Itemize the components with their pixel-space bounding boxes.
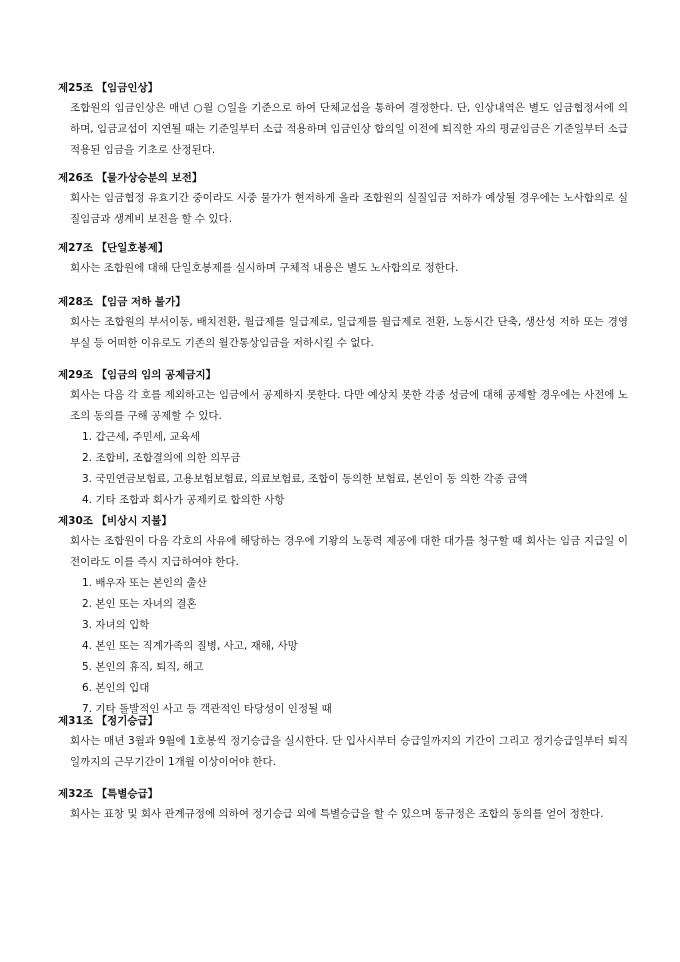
list-item: 7. 기타 돌발적인 사고 등 객관적인 타당성이 인정될 때 xyxy=(82,703,332,715)
article-heading: 제25조 【임금인상】 xyxy=(58,82,159,94)
article-body: 조합원의 임금인상은 매년 ○월 ○일을 기준으로 하여 단체교섭을 통하여 결정한다. 단, 인상내역은 별도 임금협정서에 의하며, 임금교섭이 지연될 때는 기준일부터 소급 적용하며 임금인상 합의일 이전에 퇴직한 자의 평균임금은 기준일부터 소급적용된 임금을 기초로 산정된다. xyxy=(70,102,628,156)
article-29 xyxy=(58,367,628,511)
list-item: 1. 갑근세, 주민세, 교육세 xyxy=(82,431,200,443)
article-item-list xyxy=(58,573,628,720)
list-item: 3. 국민연금보험료, 고용보험보험료, 의료보험료, 조합이 동의한 보험료, 본인이 동 의한 각종 금액 xyxy=(82,473,528,485)
article-25 xyxy=(58,80,628,161)
list-item: 2. 본인 또는 자녀의 결혼 xyxy=(82,598,197,610)
article-heading: 제31조 【정기승급】 xyxy=(58,715,159,727)
article-body: 회사는 조합원의 부서이동, 배치전환, 월급제를 일급제로, 일급제를 월급제로 전환, 노동시간 단축, 생산성 저하 또는 경영부실 등 어떠한 이유로도 기존의 월간통상임금을 저하시킬 수 없다. xyxy=(70,316,628,349)
article-body: 회사는 표창 및 회사 관계규정에 의하여 정기승급 외에 특별승급을 할 수 있으며 동규정은 조합의 동의를 얻어 정한다. xyxy=(70,808,604,820)
article-heading: 제27조 【단일호봉제】 xyxy=(58,242,169,254)
article-heading: 제28조 【임금 저하 불가】 xyxy=(58,296,186,308)
article-body: 회사는 조합원이 다음 각호의 사유에 해당하는 경우에 기왕의 노동력 제공에 대한 대가를 청구할 때 회사는 임금 지급일 이전이라도 이를 즉시 지급하여야 한다. xyxy=(70,535,628,568)
list-item: 3. 자녀의 입학 xyxy=(82,619,150,631)
article-26 xyxy=(58,170,628,230)
list-item: 4. 본인 또는 직계가족의 질병, 사고, 재해, 사망 xyxy=(82,640,298,652)
list-item: 5. 본인의 휴직, 퇴직, 해고 xyxy=(82,661,204,673)
article-body: 회사는 조합원에 대해 단일호봉제를 실시하며 구체적 내용은 별도 노사합의로 정한다. xyxy=(70,262,459,274)
list-item: 6. 본인의 입대 xyxy=(82,682,150,694)
list-item: 4. 기타 조합과 회사가 공제키로 합의한 사항 xyxy=(82,494,285,506)
article-30 xyxy=(58,513,628,720)
article-31 xyxy=(58,713,628,773)
article-item-list xyxy=(58,427,628,511)
article-28 xyxy=(58,294,628,354)
article-heading: 제30조 【비상시 지불】 xyxy=(58,515,172,527)
article-heading: 제29조 【임금의 임의 공제금지】 xyxy=(58,369,217,381)
article-body: 회사는 임금협정 유효기간 중이라도 시중 물가가 현저하게 올라 조합원의 실질임금 저하가 예상될 경우에는 노사합의로 실질임금과 생계비 보전을 할 수 있다. xyxy=(70,192,628,225)
article-heading: 제26조 【물가상승분의 보전】 xyxy=(58,172,203,184)
article-body: 회사는 매년 3월과 9월에 1호봉씩 정기승급을 실시한다. 단 입사시부터 승급일까지의 기간이 그리고 정기승급일부터 퇴직일까지의 근무기간이 1개월 이상이어야 한다. xyxy=(70,735,628,768)
article-heading: 제32조 【특별승급】 xyxy=(58,788,159,800)
list-item: 1. 배우자 또는 본인의 출산 xyxy=(82,577,207,589)
article-27 xyxy=(58,240,628,279)
article-body: 회사는 다음 각 호를 제외하고는 임금에서 공제하지 못한다. 다만 예상치 못한 각종 성금에 대해 공제할 경우에는 사전에 노조의 동의를 구해 공제할 수 있다. xyxy=(70,389,628,422)
list-item: 2. 조합비, 조합결의에 의한 의무금 xyxy=(82,452,241,464)
article-32 xyxy=(58,786,628,825)
